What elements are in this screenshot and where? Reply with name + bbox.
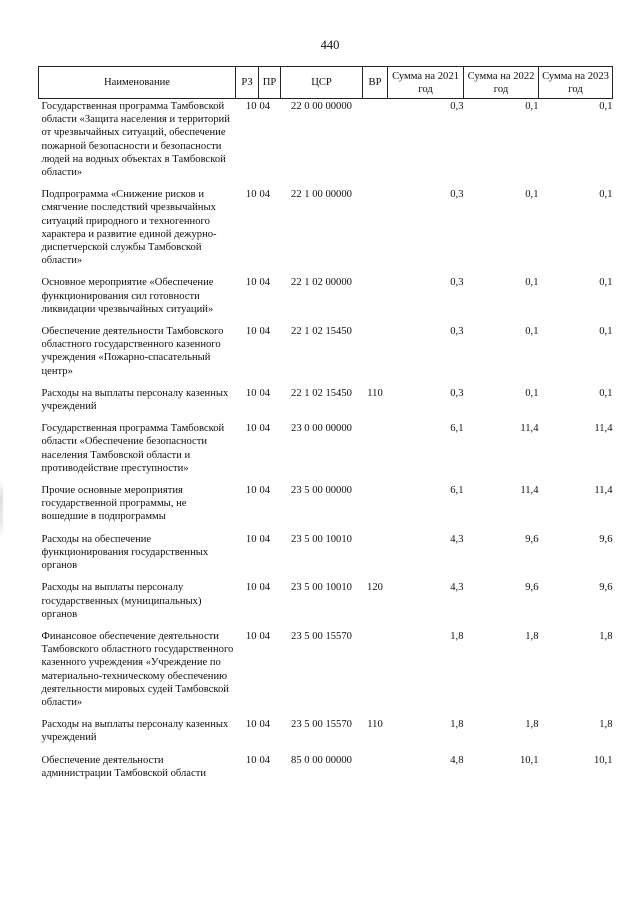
row-sum-2022: 0,1: [525, 277, 539, 289]
row-pr: 04: [259, 326, 271, 338]
row-csr: 22 1 00 00000: [291, 189, 352, 201]
row-sum-2021: 1,8: [450, 719, 464, 731]
row-csr: 23 5 00 00000: [291, 485, 352, 497]
row-vr: [363, 276, 388, 325]
row-sum-2021: 0,3: [450, 101, 464, 112]
row-sum-2022: 0,1: [525, 326, 539, 338]
row-csr: 23 5 00 15570: [291, 630, 352, 642]
table-row: [39, 754, 613, 789]
row-vr: 110: [367, 719, 383, 731]
row-sum-2021: 6,1: [450, 485, 464, 497]
row-sum-2021: 1,8: [450, 630, 464, 642]
row-name: Финансовое обеспечение деятельности Тамбовского областного государственного казенного учреждения «Учреждение по материально-техническому обеспечению деятельности мировых судей Тамбовской области»: [41, 630, 234, 708]
row-rz: 10: [245, 582, 257, 594]
row-vr: 120: [367, 582, 383, 594]
row-sum-2023: 0,1: [599, 277, 613, 289]
row-csr: 22 0 00 00000: [291, 101, 352, 112]
row-pr: 04: [259, 719, 271, 731]
row-pr: 04: [259, 485, 271, 497]
row-rz: 10: [245, 754, 257, 766]
row-sum-2022: 11,4: [520, 485, 539, 497]
row-name: Государственная программа Тамбовской области «Защита населения и территорий от чрезвычайных ситуаций, обеспечение пожарной безопасности и безопасности людей на водных объектах в Тамбовской области»: [41, 101, 230, 179]
row-rz: 10: [245, 277, 257, 289]
table-row: [39, 484, 613, 533]
row-rz: 10: [245, 101, 257, 112]
header-csr: ЦСР: [281, 67, 363, 99]
row-sum-2023: 11,4: [594, 423, 613, 435]
table-row: [39, 422, 613, 484]
row-name: Расходы на выплаты персоналу государственных (муниципальных) органов: [41, 582, 202, 620]
page-number: 440: [320, 38, 340, 52]
table-body: [39, 99, 613, 789]
row-sum-2022: 10,1: [519, 754, 539, 766]
row-pr: 04: [259, 189, 271, 201]
table-row: [39, 387, 613, 422]
row-csr: 23 0 00 00000: [291, 423, 352, 435]
row-sum-2023: 0,1: [599, 101, 613, 112]
row-name: Прочие основные мероприятия государственной программы, не вошедшие в подпрограммы: [41, 485, 187, 523]
table-row: [39, 188, 613, 276]
row-csr: 23 5 00 10010: [291, 582, 352, 594]
table-row: [39, 99, 613, 189]
row-sum-2023: 0,1: [599, 326, 613, 338]
budget-table: [38, 66, 613, 789]
row-sum-2023: 11,4: [594, 485, 613, 497]
row-pr: 04: [259, 423, 271, 435]
header-rz: РЗ: [236, 67, 259, 99]
row-sum-2022: 11,4: [520, 423, 539, 435]
row-sum-2021: 0,3: [450, 189, 464, 201]
row-vr: [363, 422, 388, 484]
table-row: [39, 630, 613, 718]
table-row: [39, 325, 613, 387]
row-sum-2022: 0,1: [525, 101, 539, 112]
header-pr: ПР: [259, 67, 281, 99]
table-header: [39, 67, 613, 99]
row-name: Обеспечение деятельности администрации Тамбовской области: [41, 754, 206, 779]
budget-table-container: [38, 66, 612, 789]
row-name: Обеспечение деятельности Тамбовского областного государственного казенного учреждения «Пожарно-спасательный центр»: [41, 326, 224, 377]
row-csr: 85 0 00 00000: [291, 754, 352, 766]
row-pr: 04: [259, 277, 271, 289]
row-name: Расходы на выплаты персоналу казенных учреждений: [41, 387, 229, 413]
row-name: Расходы на обеспечение функционирования государственных органов: [41, 533, 209, 572]
row-sum-2022: 1,8: [525, 630, 539, 642]
row-sum-2022: 9,6: [525, 582, 539, 594]
row-vr: [363, 325, 388, 387]
row-rz: 10: [245, 533, 257, 545]
row-vr: [363, 630, 388, 718]
row-pr: 04: [259, 630, 271, 642]
row-name: Государственная программа Тамбовской области «Обеспечение безопасности населения Тамбовской области и противодействие преступности»: [41, 423, 225, 474]
row-rz: 10: [245, 719, 257, 731]
row-sum-2022: 0,1: [525, 387, 539, 399]
row-sum-2021: 0,3: [450, 387, 464, 399]
row-vr: [363, 188, 388, 276]
row-sum-2023: 1,8: [599, 719, 613, 731]
row-name: Подпрограмма «Снижение рисков и смягчение последствий чрезвычайных ситуаций природного и техногенного характера и развитие единой дежурно-диспетчерской службы Тамбовской области»: [41, 189, 217, 267]
row-pr: 04: [259, 387, 271, 399]
row-sum-2023: 0,1: [599, 189, 613, 201]
row-csr: 23 5 00 10010: [291, 533, 352, 545]
row-sum-2022: 9,6: [525, 533, 539, 545]
row-sum-2022: 1,8: [525, 719, 539, 731]
header-sum-2022: Сумма на 2022 год: [464, 67, 539, 99]
row-rz: 10: [245, 485, 257, 497]
row-sum-2021: 4,3: [450, 582, 464, 594]
header-sum-2023: Сумма на 2023 год: [539, 67, 613, 99]
row-sum-2022: 0,1: [525, 189, 539, 201]
row-vr: [363, 484, 388, 533]
row-sum-2023: 1,8: [599, 630, 613, 642]
row-vr: [363, 754, 388, 789]
row-sum-2023: 0,1: [599, 387, 613, 399]
row-sum-2021: 6,1: [450, 423, 464, 435]
table-row: [39, 276, 613, 325]
row-sum-2021: 0,3: [450, 277, 464, 289]
header-vr: ВР: [363, 67, 388, 99]
row-rz: 10: [245, 326, 257, 338]
header-sum-2021: Сумма на 2021 год: [388, 67, 464, 99]
header-name: Наименование: [39, 67, 236, 99]
row-vr: [363, 533, 388, 582]
row-pr: 04: [259, 754, 271, 766]
row-csr: 22 1 02 15450: [291, 326, 352, 338]
row-sum-2021: 0,3: [450, 326, 464, 338]
row-sum-2023: 10,1: [593, 754, 613, 766]
row-sum-2021: 4,3: [450, 533, 464, 545]
row-name: Расходы на выплаты персоналу казенных учреждений: [41, 719, 229, 744]
row-csr: 22 1 02 00000: [291, 277, 352, 289]
table-row: [39, 718, 613, 753]
row-rz: 10: [245, 630, 257, 642]
row-csr: 22 1 02 15450: [291, 387, 352, 399]
row-pr: 04: [259, 101, 271, 112]
row-vr: 110: [367, 387, 383, 399]
row-sum-2023: 9,6: [599, 533, 613, 545]
row-rz: 10: [245, 189, 257, 201]
row-rz: 10: [245, 387, 257, 399]
row-rz: 10: [245, 423, 257, 435]
row-pr: 04: [259, 582, 271, 594]
row-vr: [363, 99, 388, 189]
scan-margin-mark: [0, 480, 3, 540]
row-name: Основное мероприятие «Обеспечение функционирования сил готовности ликвидации чрезвычайных ситуаций»: [41, 277, 214, 315]
row-sum-2023: 9,6: [599, 582, 613, 594]
table-row: [39, 533, 613, 582]
table-row: [39, 581, 613, 630]
row-sum-2021: 4,8: [450, 754, 464, 766]
row-pr: 04: [259, 533, 271, 545]
row-csr: 23 5 00 15570: [291, 719, 352, 731]
